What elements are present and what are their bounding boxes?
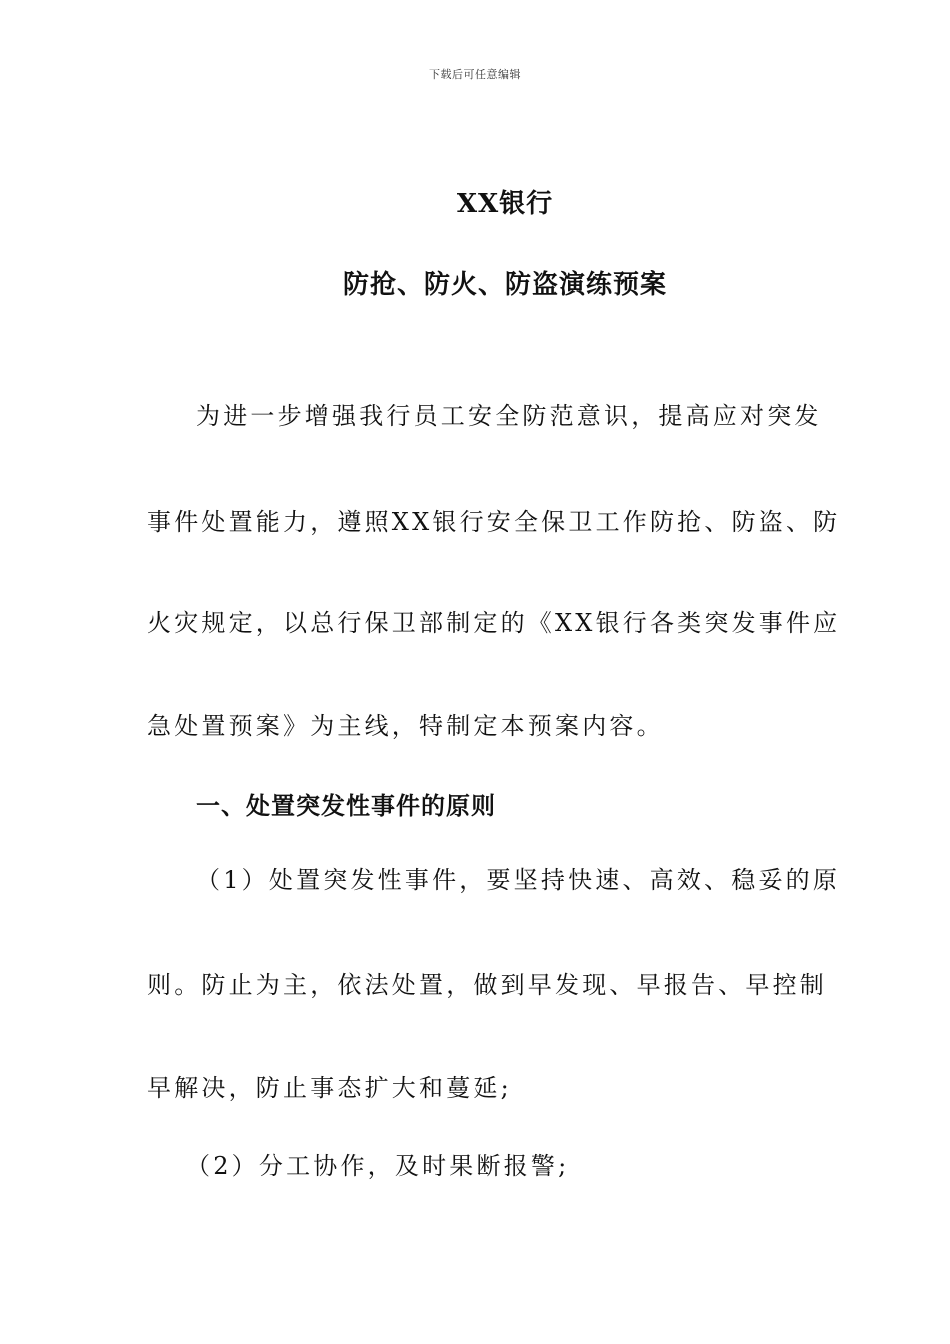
item1-line-1: （1）处置突发性事件，要坚持快速、高效、稳妥的原 — [196, 866, 841, 894]
intro-line-1: 为进一步增强我行员工安全防范意识，提高应对突发 — [196, 402, 822, 430]
intro-line-2: 事件处置能力，遵照XX银行安全保卫工作防抢、防盗、防 — [147, 508, 841, 536]
header-note: 下载后可任意编辑 — [429, 68, 521, 81]
document-title-bank: XX银行 — [456, 189, 554, 219]
intro-line-3: 火灾规定，以总行保卫部制定的《XX银行各类突发事件应 — [147, 609, 841, 637]
item1-line-3: 早解决，防止事态扩大和蔓延; — [147, 1074, 512, 1102]
intro-line-4: 急处置预案》为主线，特制定本预案内容。 — [147, 712, 664, 740]
item2-line: （2）分工协作，及时果断报警; — [186, 1152, 570, 1180]
document-title-plan: 防抢、防火、防盗演练预案 — [342, 270, 667, 300]
item1-line-2: 则。防止为主，依法处置，做到早发现、早报告、早控制 — [147, 971, 827, 999]
section-heading-principles: 一、处置突发性事件的原则 — [196, 791, 496, 820]
